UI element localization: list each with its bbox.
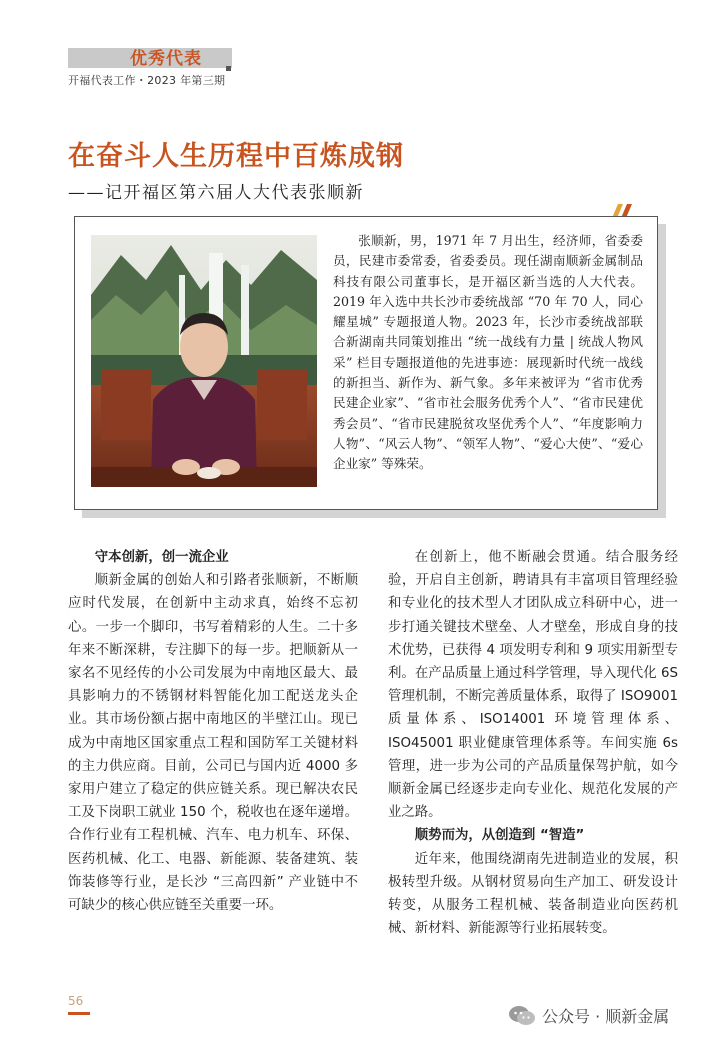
section-heading-smart-manufacturing: 顺势而为，从创造到 “智造” (414, 828, 585, 844)
bio-box (74, 216, 658, 510)
publication-name: 开福代表工作・2023 年第三期 (68, 74, 226, 87)
page-number-underline (68, 1012, 90, 1015)
portrait-photo (91, 235, 317, 487)
section-title: 优秀代表 (130, 49, 202, 69)
bio-text: 张顺新，男，1971 年 7 月出生，经济师，省委委员，民建市委常委，省委委员。现任湖南顺新金属制品科技有限公司董事长，是开福区新当选的人大代表。2019 年入选中共长沙市委统战部 “70 年 70 人，同心耀星城” 专题报道人物。2023 年，长沙市委统战部联合新湖南共同策划推出 “统一战线有力量 | 统战人物风采” 栏目专题报道他的先进事迹：展现新时代统一战线的新担当、新作为、新气象。多年来被评为 “省市优秀民建企业家”、“省市社会服务优秀个人”、“省市民建优秀会员”、“省市民建脱贫攻坚优秀个人”、“年度影响力人物”、“风云人物”、“领军人物”、“爱心大使”、“爱心企业家” 等殊荣。 (333, 233, 643, 472)
watermark-text: 公众号 · 顺新金属 (542, 1007, 670, 1026)
header-dot (226, 66, 231, 71)
wechat-icon (508, 1005, 536, 1027)
section-heading-innovation: 守本创新，创一流企业 (94, 550, 229, 565)
paragraph-innovation: 在创新上，他不断融会贯通。结合服务经验，开启自主创新，聘请具有丰富项目管理经验和专业化的技术型人才团队成立科研中心，进一步打通关键技术壁垒、人才壁垒，形成自身的技术优势，已获得 4 项发明专利和 9 项实用新型专利。在产品质量上通过科学管理，导入现代化 6S 管理机制，不断完善质量体系，取得了 ISO9001 质量体系、ISO14001 环境管理体系、ISO45001 职业健康管理体系等。车间实施 6s 管理，进一步为公司的产品质量保驾护航，如今顺新金属已经逐步走向专业化、规范化发展的产业之路。 (388, 550, 678, 821)
paragraph-founder: 顺新金属的创始人和引路者张顺新，不断顺应时代发展，在创新中主动求真，始终不忘初心。一步一个脚印，书写着精彩的人生。二十多年来不断深耕，专注脚下的每一步。把顺新从一家名不见经传的小公司发展为中南地区最大、最具影响力的不锈钢材料智能化加工配送龙头企业。其市场份额占据中南地区的半壁江山。现已成为中南地区国家重点工程和国防军工关键材料的主力供应商。目前，公司已与国内近 4000 多家用户建立了稳定的供应链关系。现已解决农民工及下岗职工就业 150 个，税收也在逐年递增。合作行业有工程机械、汽车、电力机车、环保、医药机械、化工、电器、新能源、装备建筑、装饰装修等行业，是长沙 “三高四新” 产业链中不可缺少的核心供应链至关重要一环。 (68, 573, 358, 914)
page-number: 56 (68, 994, 84, 1008)
article-subtitle: ——记开福区第六届人大代表张顺新 (68, 183, 364, 203)
column-right (388, 546, 678, 940)
article-title: 在奋斗人生历程中百炼成钢 (68, 141, 404, 172)
paragraph-transformation: 近年来，他围绕湖南先进制造业的发展，积极转型升级。从钢材贸易向生产加工、研发设计转变，从服务工程机械、装备制造业向医药机械、新材料、新能源等行业拓展转变。 (388, 851, 678, 937)
column-left (68, 546, 358, 917)
watermark (508, 1004, 669, 1027)
